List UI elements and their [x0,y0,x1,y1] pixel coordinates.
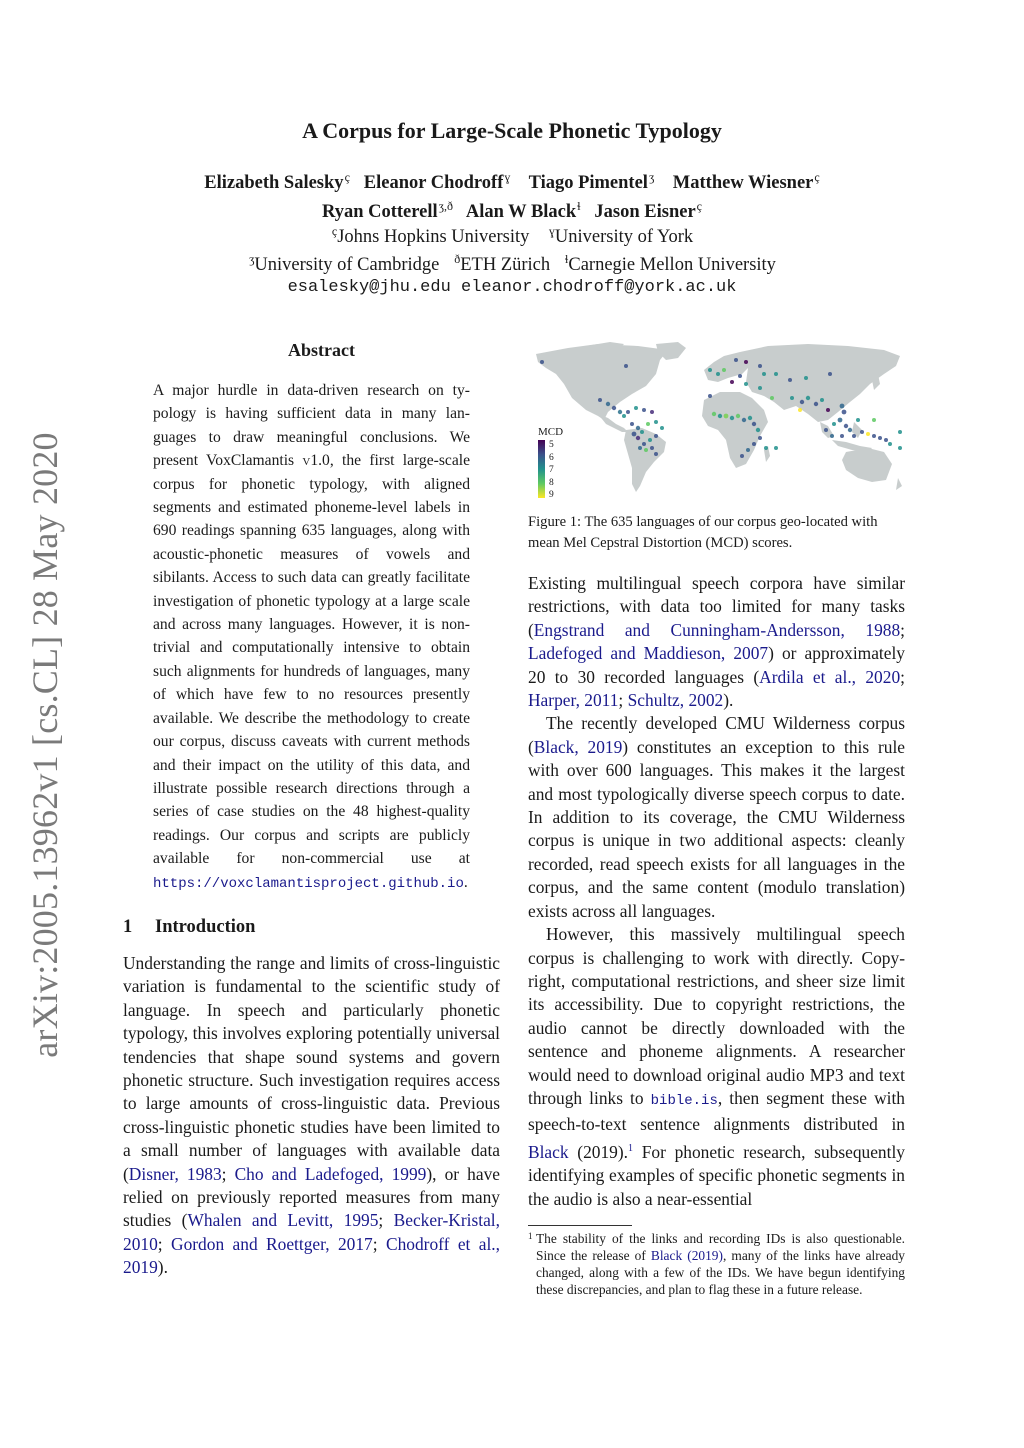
legend-tick: 9 [549,490,554,500]
affiliation-mark: ç [331,224,338,238]
affiliation-mark: ð [454,252,461,266]
section-heading-introduction [123,917,500,938]
affiliation-mark: ç [814,170,820,184]
arxiv-identifier-stamp [20,432,70,1058]
body-text: . [623,1141,629,1162]
legend-tick: 5 [549,440,554,450]
citation-link[interactable]: Becker-Kristal, 2010 [123,1210,500,1254]
legend-title: MCD [538,426,564,438]
body-text: ; [378,1210,394,1231]
footnote-divider [528,1225,632,1226]
body-text: (2019) [568,1141,624,1162]
legend-tick: 8 [549,477,554,488]
body-text: ; [372,1233,386,1254]
body-text: ; [618,690,628,711]
section-number: 1 [123,916,133,937]
version-label: v1.0 [302,452,330,470]
body-text: ), or have relied on previously reported measures from many studies ( [123,1163,500,1231]
affiliation-mark: ç [344,170,350,184]
body-text: ) constitutes an exception to this rule with over 600 languages. This makes it the largest and most typologically diverse speech corpus to date. In addition to its coverage, the CMU Wilderness corpus is unique in two additional aspects: cleanly recorded, read speech exists for all languages in the corpus, and the same content (modulo translation) exists across all languages. [528,736,905,921]
affiliation-name: University of York [554,227,694,247]
citation-link[interactable]: Schultz, 2002 [627,690,724,711]
affiliation-mark: ç [696,199,702,213]
figure-world-map [528,340,905,500]
body-text: However, this massively multilingual speech corpus is challenging to work with directly. Copyright, computational restrictions, and sheer size limit its accessibility. Due to copyright restrictions, the audio cannot be directly downloaded with the sentence and phoneme alignments. A researcher would need to download original audio MP3 and text through links to [528,924,905,1108]
citation-link[interactable]: Gordon and Roettger, 2017 [171,1233,373,1254]
author-name: Alan W Black [465,202,577,222]
body-text: Understanding the range and limits of cross-linguistic variation is fundamental to the scientific study of language. In speech and particularly phonetic typology, this involves exploring potentially universal tendencies that shape sound systems and govern phonetic structure. Such investigation requires access to large amounts of cross-linguistic data. Previous cross-linguistic phonetic studies have been limited to a small number of languages with available data ( [123,952,500,1184]
legend-tick: 7 [549,465,554,475]
legend-colorbar [538,440,545,498]
citation-link[interactable]: Ardila et al., 2020 [759,666,901,687]
affiliation-mark: ɬ [565,252,569,266]
author-name: Ryan Cotterell [322,202,438,222]
body-paragraph [528,712,905,923]
mcd-color-legend [538,426,578,500]
author-emails[interactable]: esalesky@jhu.edu eleanor.chodroff@york.ac.uk [287,278,737,297]
author-line-2 [0,199,1024,223]
abstract-body [153,379,470,896]
world-map-image [528,340,905,500]
citation-link[interactable]: Disner, 1983 [128,1163,222,1184]
legend-ticks [549,440,554,500]
body-text: The recently developed CMU Wilderness corpus ( [528,713,905,757]
affiliation-name: Johns Hopkins University [337,227,530,247]
body-text: ). [157,1257,168,1278]
figure-caption: Figure 1: The 635 languages of our corpus geo-located with mean Mel Cepstral Distortion (MCD) scores. [528,514,878,551]
author-name: Eleanor Chodroff [363,173,504,193]
project-url-link[interactable]: https://voxclamantisproject.github.io [153,875,464,892]
body-paragraph [528,923,905,1211]
footnote-text: The stability of the links and recording IDs is also questionable. Since the release of [536,1230,905,1263]
author-name: Matthew Wiesner [672,173,814,193]
abstract-text: , the first large-scale corpus for phonetic typology, with aligned segments and estimated phoneme-level labels in 690 readings spanning 635 languages, along with acoustic-phonetic measures of vowels and sibilants. Access to such data can greatly facilitate investigation of phonetic typology at a large scale and across many languages. However, it is non-trivial and computationally intensive to obtain such alignments for hundreds of languages, many of which have few to no resources presently available. We describe the methodology to create our corpus, discuss caveats with current methods and their impact on the utility of this data, and illustrate possible research directions through a series of case studies on the 48 highest-quality readings. Our corpus and scripts are publicly available for non-commercial use at [153,452,471,868]
body-text: ; [221,1163,235,1184]
affiliation-mark: ʒ [648,170,655,184]
body-text: ). [723,690,734,711]
paper-title: A Corpus for Large-Scale Phonetic Typology [302,118,722,143]
citation-link[interactable]: Black [528,1141,569,1162]
legend-tick: 6 [549,452,554,463]
abstract-heading: Abstract [288,340,355,360]
citation-link[interactable]: Black (2019) [650,1247,723,1263]
citation-link[interactable]: Harper, 2011 [528,690,619,711]
arxiv-identifier-text: arXiv:2005.13962v1 [cs.CL] 28 May 2020 [25,432,65,1058]
citation-link[interactable]: Chodroff et al., 2019 [123,1233,501,1278]
citation-link[interactable]: Cho and Ladefoged, 1999 [234,1163,427,1184]
body-text: ) or approximately 20 to 30 recorded languages ( [528,643,905,687]
right-column [528,340,905,1298]
body-text: ; [157,1233,172,1254]
citation-link[interactable]: Whalen and Levitt, 1995 [187,1210,379,1231]
footnote [528,1230,905,1298]
citation-link[interactable]: Engstrand and Cunningham-Andersson, 1988 [533,619,901,640]
introduction-paragraph [123,952,500,1280]
footnote-mark: 1 [528,1230,533,1241]
affiliation-line-2 [0,252,1024,276]
affiliation-mark: ʒ,ð [438,199,453,213]
body-text: ; [900,619,905,640]
body-text: Existing multilingual speech corpora have similar restrictions, with data too limited for many tasks ( [528,573,905,640]
author-line-1 [0,170,1024,194]
left-column [123,340,500,1280]
footnote-reference[interactable]: 1 [628,1142,634,1154]
body-text: ; [900,666,905,687]
citation-link[interactable]: Ladefoged and Maddieson, 2007 [528,643,769,664]
affiliation-mark: ɣ [548,224,555,238]
affiliation-mark: ɣ [504,170,511,184]
bible-is-link[interactable]: bible.is [650,1092,718,1109]
author-name: Tiago Pimentel [528,173,648,193]
affiliation-name: University of Cambridge [254,255,440,275]
affiliation-mark: ɬ [577,199,581,213]
citation-link[interactable]: Black, 2019 [533,736,623,757]
abstract-text: . [463,873,468,891]
affiliation-name: Carnegie Mellon University [568,255,776,275]
author-name: Jason Eisner [594,202,696,222]
section-title: Introduction [155,916,256,937]
author-name: Elizabeth Salesky [204,173,344,193]
affiliation-mark: ʒ [249,252,255,266]
body-text: For phonetic research, subsequently identifying examples of specific phonetic segments in the audio is also a near-essential [528,1141,905,1209]
footnote-text: , many of the links have already changed, along with a few of the IDs. We have begun identifying these discrepancies, and plan to flag these in a future release. [536,1247,906,1297]
abstract-text: A major hurdle in data-driven research on typology is having sufficient data in many languages to draw meaningful conclusions. We present VoxClamantis [153,382,470,470]
affiliation-line-1 [0,224,1024,248]
body-paragraph [528,572,905,712]
body-text: , then segment these with speech-to-text sentence alignments distributed in [528,1087,905,1135]
affiliation-name: ETH Zürich [460,255,551,275]
